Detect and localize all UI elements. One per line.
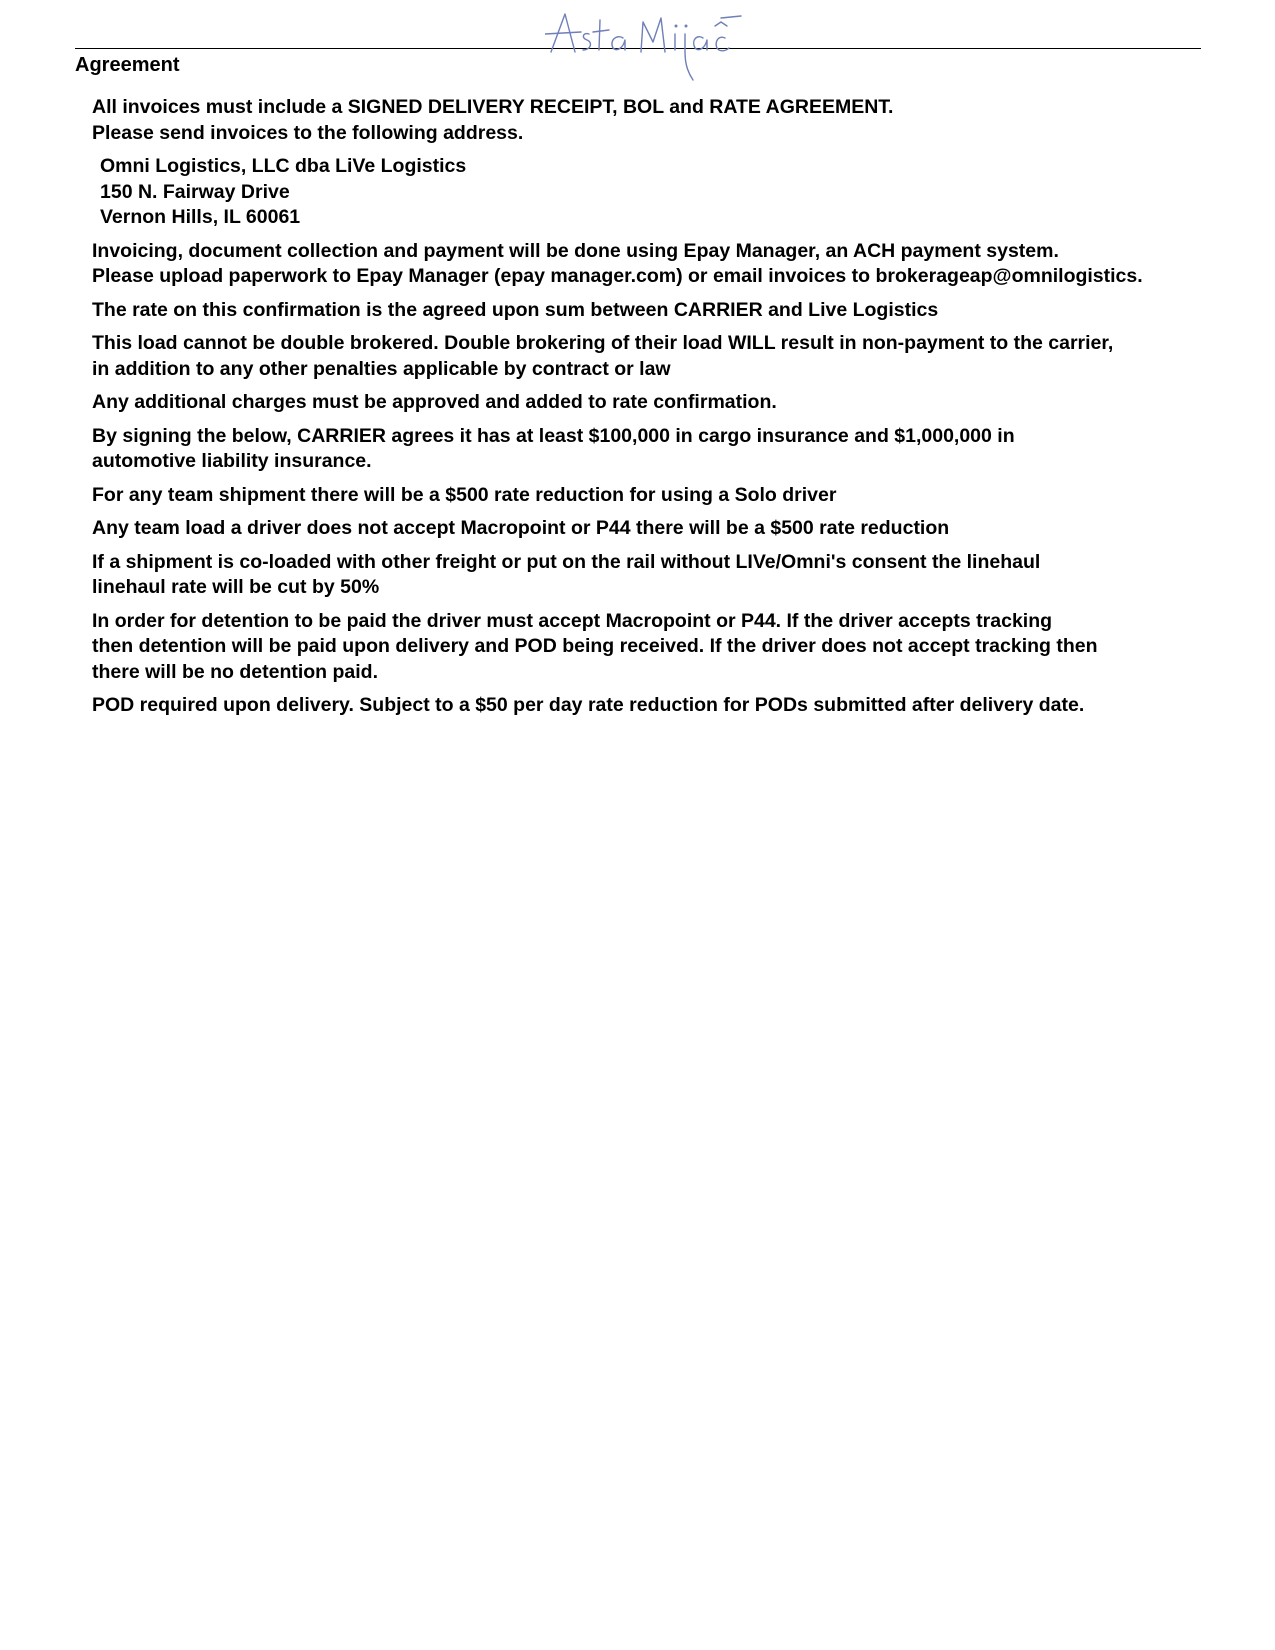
text-line: If a shipment is co-loaded with other freight or put on the rail without LIVe/Omni's consent the linehaul: [92, 550, 1041, 573]
detention-paragraph: [92, 609, 1212, 686]
text-line: The rate on this confirmation is the agreed upon sum between CARRIER and Live Logistics: [92, 298, 939, 321]
text-line: Any additional charges must be approved and added to rate confirmation.: [92, 391, 777, 413]
payment-system-paragraph: [92, 239, 1212, 290]
text-line: This load cannot be double brokered. Double brokering of their load WILL result in non-payment to the carrier,: [92, 332, 1114, 354]
billing-address-block: [100, 154, 1212, 231]
text-line: Please upload paperwork to Epay Manager (epay manager.com) or email invoices to brokerageap@omnilogistics.: [92, 265, 1143, 287]
text-line: Any team load a driver does not accept Macropoint or P44 there will be a $500 rate reduction: [92, 517, 950, 539]
solo-driver-paragraph: [92, 483, 1212, 509]
text-line: For any team shipment there will be a $500 rate reduction for using a Solo driver: [92, 483, 837, 506]
address-company: Omni Logistics, LLC dba LiVe Logistics: [100, 155, 467, 177]
tracking-reduction-paragraph: [92, 516, 1212, 542]
text-line: POD required upon delivery. Subject to a $50 per day rate reduction for PODs submitted after delivery date.: [92, 694, 1085, 716]
text-line: automotive liability insurance.: [92, 450, 372, 472]
text-line: All invoices must include a SIGNED DELIVERY RECEIPT, BOL and RATE AGREEMENT.: [92, 96, 894, 118]
text-line: there will be no detention paid.: [92, 660, 379, 683]
rate-agreement-paragraph: [92, 298, 1212, 324]
text-line: then detention will be paid upon delivery and POD being received. If the driver does not accept tracking then: [92, 635, 1098, 657]
address-city: Vernon Hills, IL 60061: [100, 206, 301, 228]
handwritten-signature: [545, 8, 745, 86]
co-loading-paragraph: [92, 550, 1212, 601]
double-brokering-paragraph: [92, 331, 1212, 382]
text-line: Please send invoices to the following address.: [92, 121, 524, 144]
insurance-paragraph: [92, 424, 1212, 475]
text-line: In order for detention to be paid the driver must accept Macropoint or P44. If the driver accepts tracking: [92, 609, 1053, 632]
text-line: Invoicing, document collection and payment will be done using Epay Manager, an ACH payment system.: [92, 239, 1059, 262]
text-line: in addition to any other penalties applicable by contract or law: [92, 357, 671, 380]
agreement-terms: [92, 95, 1212, 727]
pod-paragraph: [92, 693, 1212, 719]
text-line: linehaul rate will be cut by 50%: [92, 576, 380, 598]
text-line: By signing the below, CARRIER agrees it has at least $100,000 in cargo insurance and $1,000,000 in: [92, 424, 1015, 447]
section-heading-agreement: Agreement: [75, 54, 180, 76]
address-street: 150 N. Fairway Drive: [100, 180, 290, 203]
additional-charges-paragraph: [92, 390, 1212, 416]
invoice-requirements-paragraph: [92, 95, 1212, 146]
